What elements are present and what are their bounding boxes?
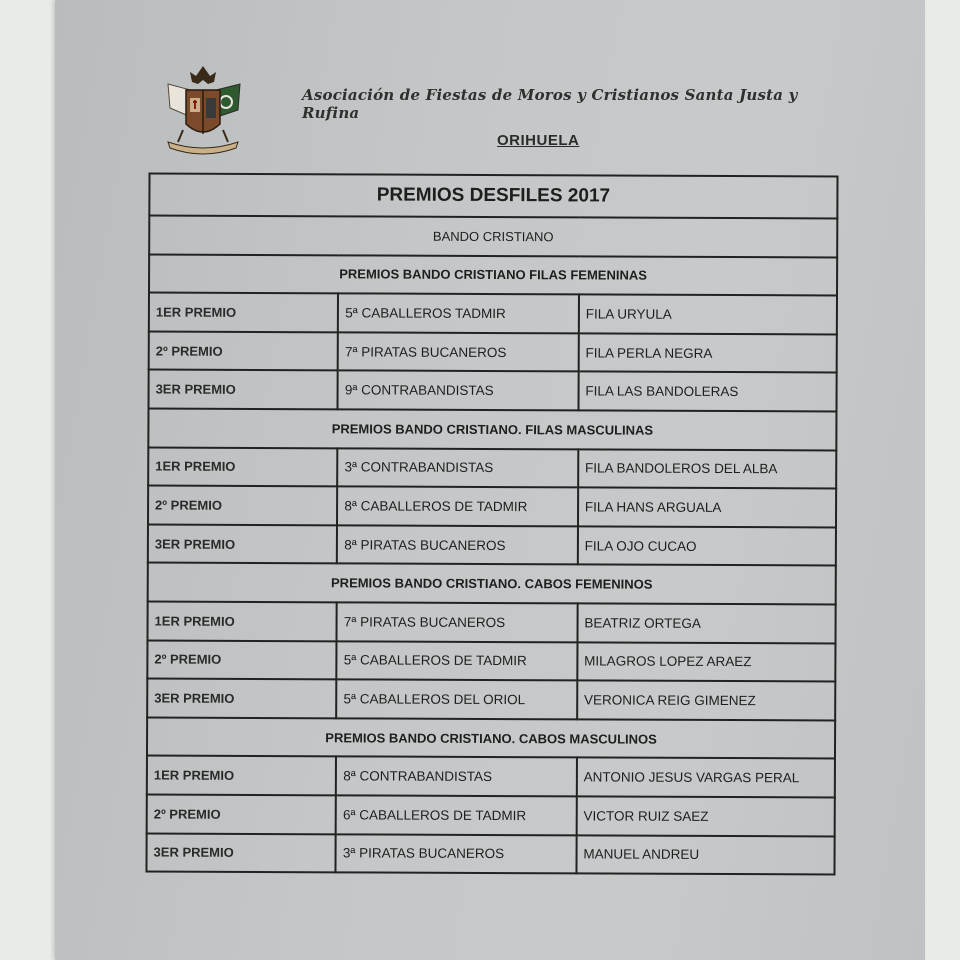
winner-cell: FILA LAS BANDOLERAS [578, 372, 836, 412]
table-row [146, 833, 834, 875]
group-cell: 8ª CABALLEROS DE TADMIR [337, 486, 578, 526]
table-row [147, 679, 835, 721]
organization-name: Asociación de Fiestas de Moros y Cristianos Santa Justa y Rufina [302, 86, 798, 122]
city-heading: ORIHUELA [497, 132, 580, 149]
prize-cell: 3ER PREMIO [149, 370, 338, 409]
group-cell: 7ª PIRATAS BUCANEROS [338, 332, 579, 372]
table-row [148, 486, 836, 528]
winner-cell: BEATRIZ ORTEGA [577, 603, 835, 643]
winner-cell: MILAGROS LOPEZ ARAEZ [577, 642, 835, 682]
winner-cell: ANTONIO JESUS VARGAS PERAL [577, 758, 835, 798]
prize-cell: 1ER PREMIO [149, 293, 338, 332]
prize-cell: 1ER PREMIO [147, 601, 336, 640]
group-cell: 5ª CABALLEROS DE TADMIR [337, 641, 578, 681]
winner-cell: FILA BANDOLEROS DEL ALBA [578, 449, 836, 489]
winner-cell: VERONICA REIG GIMENEZ [577, 680, 835, 720]
bando-label: BANDO CRISTIANO [149, 216, 837, 258]
prize-cell: 3ER PREMIO [148, 524, 337, 563]
winner-cell: FILA OJO CUCAO [578, 526, 836, 566]
group-cell: 3ª CONTRABANDISTAS [337, 448, 578, 488]
group-cell: 7ª PIRATAS BUCANEROS [337, 602, 578, 642]
prize-cell: 3ER PREMIO [146, 833, 335, 872]
group-cell: 5ª CABALLEROS TADMIR [338, 294, 579, 334]
winner-cell: MANUEL ANDREU [576, 835, 834, 875]
table-row [148, 447, 836, 489]
table-row [149, 370, 837, 412]
prize-cell: 3ER PREMIO [147, 679, 336, 718]
association-emblem-icon [158, 62, 248, 162]
table-row [147, 756, 835, 798]
prize-cell: 2º PREMIO [148, 486, 337, 525]
prize-cell: 2º PREMIO [147, 640, 336, 679]
prize-cell: 2º PREMIO [149, 331, 338, 370]
prize-cell: 2º PREMIO [147, 794, 336, 833]
section-title: PREMIOS BANDO CRISTIANO. FILAS MASCULINAS [148, 408, 836, 450]
group-cell: 9ª CONTRABANDISTAS [338, 371, 579, 411]
prize-cell: 1ER PREMIO [147, 756, 336, 795]
awards-table [145, 172, 838, 875]
section-title: PREMIOS BANDO CRISTIANO. CABOS MASCULINOS [147, 717, 835, 759]
section-title: PREMIOS BANDO CRISTIANO FILAS FEMENINAS [149, 254, 837, 296]
table-row [147, 640, 835, 682]
table-row [148, 524, 836, 566]
table-row [147, 794, 835, 836]
table-row [149, 293, 837, 335]
group-cell: 6ª CABALLEROS DE TADMIR [336, 795, 577, 835]
prize-cell: 1ER PREMIO [148, 447, 337, 486]
winner-cell: VICTOR RUIZ SAEZ [576, 796, 834, 836]
table-row [147, 601, 835, 643]
winner-cell: FILA PERLA NEGRA [578, 333, 836, 373]
group-cell: 5ª CABALLEROS DEL ORIOL [336, 679, 577, 719]
group-cell: 3ª PIRATAS BUCANEROS [336, 834, 577, 874]
awards-table-container [145, 172, 838, 875]
winner-cell: FILA URYULA [579, 295, 837, 335]
winner-cell: FILA HANS ARGUALA [578, 488, 836, 528]
table-title: PREMIOS DESFILES 2017 [149, 174, 837, 219]
group-cell: 8ª CONTRABANDISTAS [336, 757, 577, 797]
group-cell: 8ª PIRATAS BUCANEROS [337, 525, 578, 565]
section-title: PREMIOS BANDO CRISTIANO. CABOS FEMENINOS [148, 563, 836, 605]
table-row [149, 331, 837, 373]
